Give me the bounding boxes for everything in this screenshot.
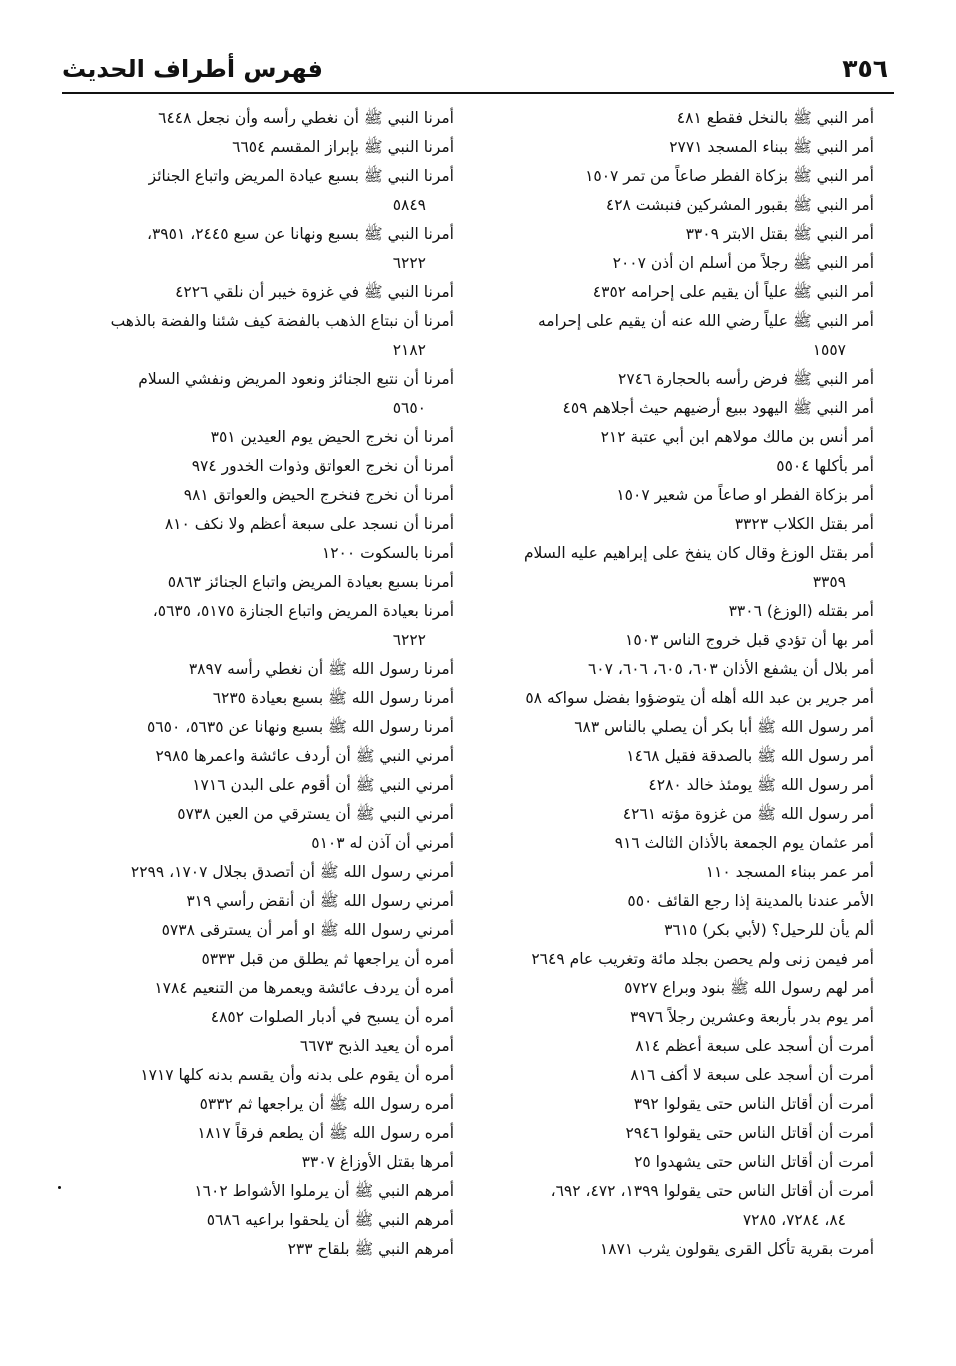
entry-text: أمره أن يقوم على بدنه وأن يقسم بدنه كلها ١٧١٧ [140,1066,454,1084]
entry-text: أمر جرير بن عبد الله أهله أن يتوضؤوا بفضل سواكه ٥٨ [525,689,874,707]
entry-text: أمر بها أن تؤدي قبل خروج الناس ١٥٠٣ [625,631,874,649]
index-entry [482,945,874,974]
entry-text: أمره رسول الله ﷺ أن يطعم فرقاً ١٨١٧ [197,1124,454,1142]
entry-text: أمر لهم رسول الله ﷺ بنود وبراع ٥٧٢٧ [624,979,874,997]
index-entry [46,510,454,539]
entry-text: أمرني النبي ﷺ أن أردف عائشة واعمرها ٢٩٨٥ [155,747,454,765]
index-entry [482,800,874,829]
entry-text: أمرنا النبي ﷺ أن نغطي رأسه وأن نجعل ٦٤٤٨ [158,109,454,127]
entry-text: أمرنا النبي ﷺ بسبع ونهانا عن سبع ٢٤٤٥، ٣٩٥١، [146,225,454,243]
entry-text: أمرها بقتل الأوزاغ ٣٣٠٧ [301,1153,454,1171]
stray-mark [58,1186,61,1189]
entry-text: أمر النبي ﷺ اليهود ببيع أرضيهم حيث أجلاهم ٤٥٩ [562,399,874,417]
index-entry [46,1206,454,1235]
entry-text: أمر بأكلها ٥٥٠٤ [776,457,874,475]
index-entry [482,1003,874,1032]
entry-text: أمرنا النبي ﷺ بسبع عيادة المريض واتباع الجنائز [148,167,454,185]
entry-text: أمر رسول الله ﷺ بالصدقة فقيل ١٤٦٨ [626,747,874,765]
index-entry [482,597,874,626]
index-entry [46,655,454,684]
index-entry [482,684,874,713]
entry-text: أمر النبي ﷺ علياً رضي الله عنه أن يقيم على إحرامه [537,312,874,330]
entry-continuation: ٥٦٥٠ [392,399,426,417]
index-entry [482,1177,874,1235]
entry-text: أمرت أن أقاتل الناس حتى يقولوا ٣٩٢ [633,1095,874,1113]
entry-text: أمرنا أن نتبع الجنائز ونعود المريض ونفشي السلام [138,370,454,388]
index-entry [46,858,454,887]
entry-text: أمر فيمن زنى ولم يحصن بجلد مائة وتغريب عام ٢٦٤٩ [531,950,874,968]
index-entry [482,452,874,481]
entry-continuation: ٦٢٢٢ [392,254,426,272]
entry-text: أمرهم النبي ﷺ بلقاح ٢٣٣ [287,1240,454,1258]
index-entry [482,916,874,945]
index-entry [46,481,454,510]
running-title: فهرس أطراف الحديث [62,55,323,83]
entry-text: أمرنا أن نبتاع الذهب بالفضة كيف شئنا والفضة بالذهب [110,312,454,330]
index-entry [46,1090,454,1119]
index-entry [482,220,874,249]
entry-text: أمرني رسول الله ﷺ أن أنقض رأسي ٣١٩ [186,892,454,910]
index-entry [46,162,454,220]
index-entry [46,742,454,771]
entry-text: أمرت أن أقاتل الناس حتى يشهدوا ٢٥ [634,1153,874,1171]
entry-text: أمرني رسول الله ﷺ أن أتصدق بجلال ١٧٠٧، ٢٢٩٩ [130,863,454,881]
entry-text: أمرنا أن نسجد على سبعة أعظم ولا نكف ٨١٠ [164,515,454,533]
index-entry [46,133,454,162]
entry-text: أمر بقتل الكلاب ٣٣٢٣ [734,515,874,533]
entry-text: أمرت أن أسجد على سبعة أعظم ٨١٤ [635,1037,874,1055]
index-entry [46,365,454,423]
right-column [482,104,874,1264]
index-entry [482,394,874,423]
index-entry [482,1061,874,1090]
entry-text: أمرت بقرية تأكل القرى يقولون يثرب ١٨٧١ [599,1240,874,1258]
entry-continuation: ٢١٨٢ [392,341,426,359]
index-entry [46,684,454,713]
entry-text: أمر النبي ﷺ ببناء المسجد ٢٧٧١ [669,138,874,156]
entry-text: أمرت أن أقاتل الناس حتى يقولوا ٢٩٤٦ [625,1124,874,1142]
index-entry [482,510,874,539]
index-entry [482,655,874,684]
index-entry [482,249,874,278]
index-entry [46,423,454,452]
index-entry [46,452,454,481]
index-entry [46,800,454,829]
index-entry [482,162,874,191]
index-entry [482,423,874,452]
index-entry [482,1090,874,1119]
entry-text: أمرني أن آذن له ٥١٠٣ [311,834,454,852]
entry-text: أمرنا أن نخرج الحيض يوم العيدين ٣٥١ [210,428,454,446]
entry-text: أمرنا بسبع بعيادة المريض واتباع الجنائز ٥٨٦٣ [167,573,454,591]
entry-continuation: ٨٤، ٧٢٨٤، ٧٢٨٥ [742,1211,846,1229]
index-entry [482,278,874,307]
entry-text: أمر بزكاة الفطر او صاعاً من شعير ١٥٠٧ [616,486,874,504]
index-entry [46,539,454,568]
index-entry [46,829,454,858]
index-entry [46,1119,454,1148]
index-entry [482,365,874,394]
entry-continuation: ٣٣٥٩ [812,573,846,591]
index-entry [482,974,874,1003]
index-entry [46,568,454,597]
index-entry [46,945,454,974]
entry-text: أمرنا أن نخرج العواتق وذوات الخدور ٩٧٤ [191,457,454,475]
index-entry [482,307,874,365]
index-entry [482,887,874,916]
entry-text: أمر النبي ﷺ علياً أن يقيم على إحرامه ٤٣٥٢ [592,283,874,301]
index-entry [46,104,454,133]
index-entry [46,1061,454,1090]
index-entry [482,858,874,887]
entry-text: الأمر عندنا بالمدينة إذا رجع القائف ٥٥٠ [627,892,874,910]
index-entry [46,1235,454,1264]
index-entry [482,829,874,858]
index-entry [482,539,874,597]
index-entry [46,597,454,655]
entry-text: أمرنا أن نخرج فنخرج الحيض والعواتق ٩٨١ [183,486,454,504]
index-entry [46,916,454,945]
index-entry [46,1148,454,1177]
page-number: ٣٥٦ [842,54,888,83]
index-entry [46,1003,454,1032]
entry-text: أمر عثمان يوم الجمعة بالأذان الثالث ٩١٦ [614,834,874,852]
left-column [46,104,454,1264]
entry-text: أمره أن يراجعها ثم يطلق من قبل ٥٣٣٣ [201,950,454,968]
entry-text: أمرنا رسول الله ﷺ بسبع ونهانا عن ٥٦٣٥، ٥٦٥٠ [146,718,454,736]
entry-text: أمر بقتله (الوزغ) ٣٣٠٦ [728,602,874,620]
index-entry [46,887,454,916]
entry-text: أمرنا رسول الله ﷺ أن نغطي رأسه ٣٨٩٧ [188,660,454,678]
entry-text: أمرنا بالسكوت ١٢٠٠ [321,544,454,562]
index-entry [482,1235,874,1264]
index-entry [46,1032,454,1061]
entry-text: أمرهم النبي ﷺ أن يلحقوا براعيه ٥٦٨٦ [206,1211,454,1229]
index-entry [482,626,874,655]
entry-text: أمر عمر ببناء المسجد ١١٠ [705,863,874,881]
entry-text: أمره أن يعيد الذبح ٦٦٧٣ [299,1037,454,1055]
entry-text: أمر النبي ﷺ رجلاً من أسلم ان أذن ٢٠٠٧ [612,254,874,272]
index-entry [482,133,874,162]
index-entry [482,771,874,800]
entry-text: أمر بقتل الوزغ وقال كان ينفخ على إبراهيم عليه السلام [523,544,874,562]
entry-text: أمرنا النبي ﷺ في غزوة خيبر أن نلقي ٤٢٢٦ [175,283,454,301]
header-rule [62,92,894,94]
entry-continuation: ١٥٥٧ [812,341,846,359]
entry-text: أمر رسول الله ﷺ من غزوة مؤته ٤٢٦١ [622,805,874,823]
entry-text: أمر النبي ﷺ بقتل الابتر ٣٣٠٩ [685,225,874,243]
entry-continuation: ٦٢٢٢ [392,631,426,649]
index-entry [482,1032,874,1061]
entry-text: أمرهم النبي ﷺ أن يرملوا الأشواط ١٦٠٢ [194,1182,454,1200]
entry-text: أمرت أن أسجد على سبعة لا أكف ٨١٦ [630,1066,874,1084]
entry-text: أمرني النبي ﷺ أن يسترقي من العين ٥٧٣٨ [177,805,454,823]
entry-continuation: ٥٨٤٩ [392,196,426,214]
entry-text: أمر النبي ﷺ فرض رأسه بالحجارة ٢٧٤٦ [618,370,874,388]
index-entry [482,104,874,133]
entry-text: أمره أن يسبح في أدبار الصلوات ٤٨٥٢ [210,1008,454,1026]
index-entry [482,713,874,742]
index-entry [482,191,874,220]
index-entry [46,771,454,800]
entry-text: أمر رسول الله ﷺ أبا بكر أن يصلي بالناس ٦٨٣ [574,718,874,736]
entry-text: أمرني النبي ﷺ أن أقوم على البدن ١٧١٦ [192,776,454,794]
entry-text: ألم يأن للرحيل؟ (لأبي بكر) ٣٦١٥ [664,921,874,939]
index-entry [46,974,454,1003]
index-entry [482,481,874,510]
entry-text: أمر رسول الله ﷺ يومئذ خالد ٤٢٨٠ [648,776,874,794]
index-entry [482,1119,874,1148]
entry-text: أمر النبي ﷺ بزكاة الفطر صاعاً من تمر ١٥٠٧ [585,167,874,185]
entry-text: أمرت أن أقاتل الناس حتى يقولوا ١٣٩٩، ٤٧٢، ٦٩٢، [550,1182,874,1200]
index-entry [46,278,454,307]
entry-text: أمرنا بعيادة المريض واتباع الجنازة ٥١٧٥، ٥٦٣٥، [152,602,454,620]
entry-text: أمرنا النبي ﷺ بإبراز المقسم ٦٦٥٤ [232,138,454,156]
entry-text: أمر النبي ﷺ بقبور المشركين فنبشت ٤٢٨ [605,196,874,214]
index-entry [46,713,454,742]
index-entry [46,307,454,365]
entry-text: أمر أنس بن مالك مولاهم ابن أبي عتبة ٢١٢ [600,428,874,446]
entry-text: أمره رسول الله ﷺ أن يراجعها ثم ٥٣٣٢ [199,1095,454,1113]
entry-text: أمر بلال أن يشفع الأذان ٦٠٣، ٦٠٥، ٦٠٦، ٦٠٧ [587,660,874,678]
entry-text: أمر يوم بدر بأربعة وعشرين رجلاً ٣٩٧٦ [629,1008,874,1026]
entry-text: أمرني رسول الله ﷺ او أمر أن يسترقى ٥٧٣٨ [161,921,454,939]
index-entry [482,742,874,771]
index-entry [46,1177,454,1206]
entry-text: أمر النبي ﷺ بالنخل فقطع ٤٨١ [676,109,874,127]
index-entry [46,220,454,278]
index-entry [482,1148,874,1177]
page-header [62,52,894,90]
entry-text: أمرنا رسول الله ﷺ بسبع بعيادة ٦٢٣٥ [212,689,454,707]
entry-text: أمره أن يردف عائشة ويعمرها من التنعيم ١٧٨٤ [154,979,454,997]
